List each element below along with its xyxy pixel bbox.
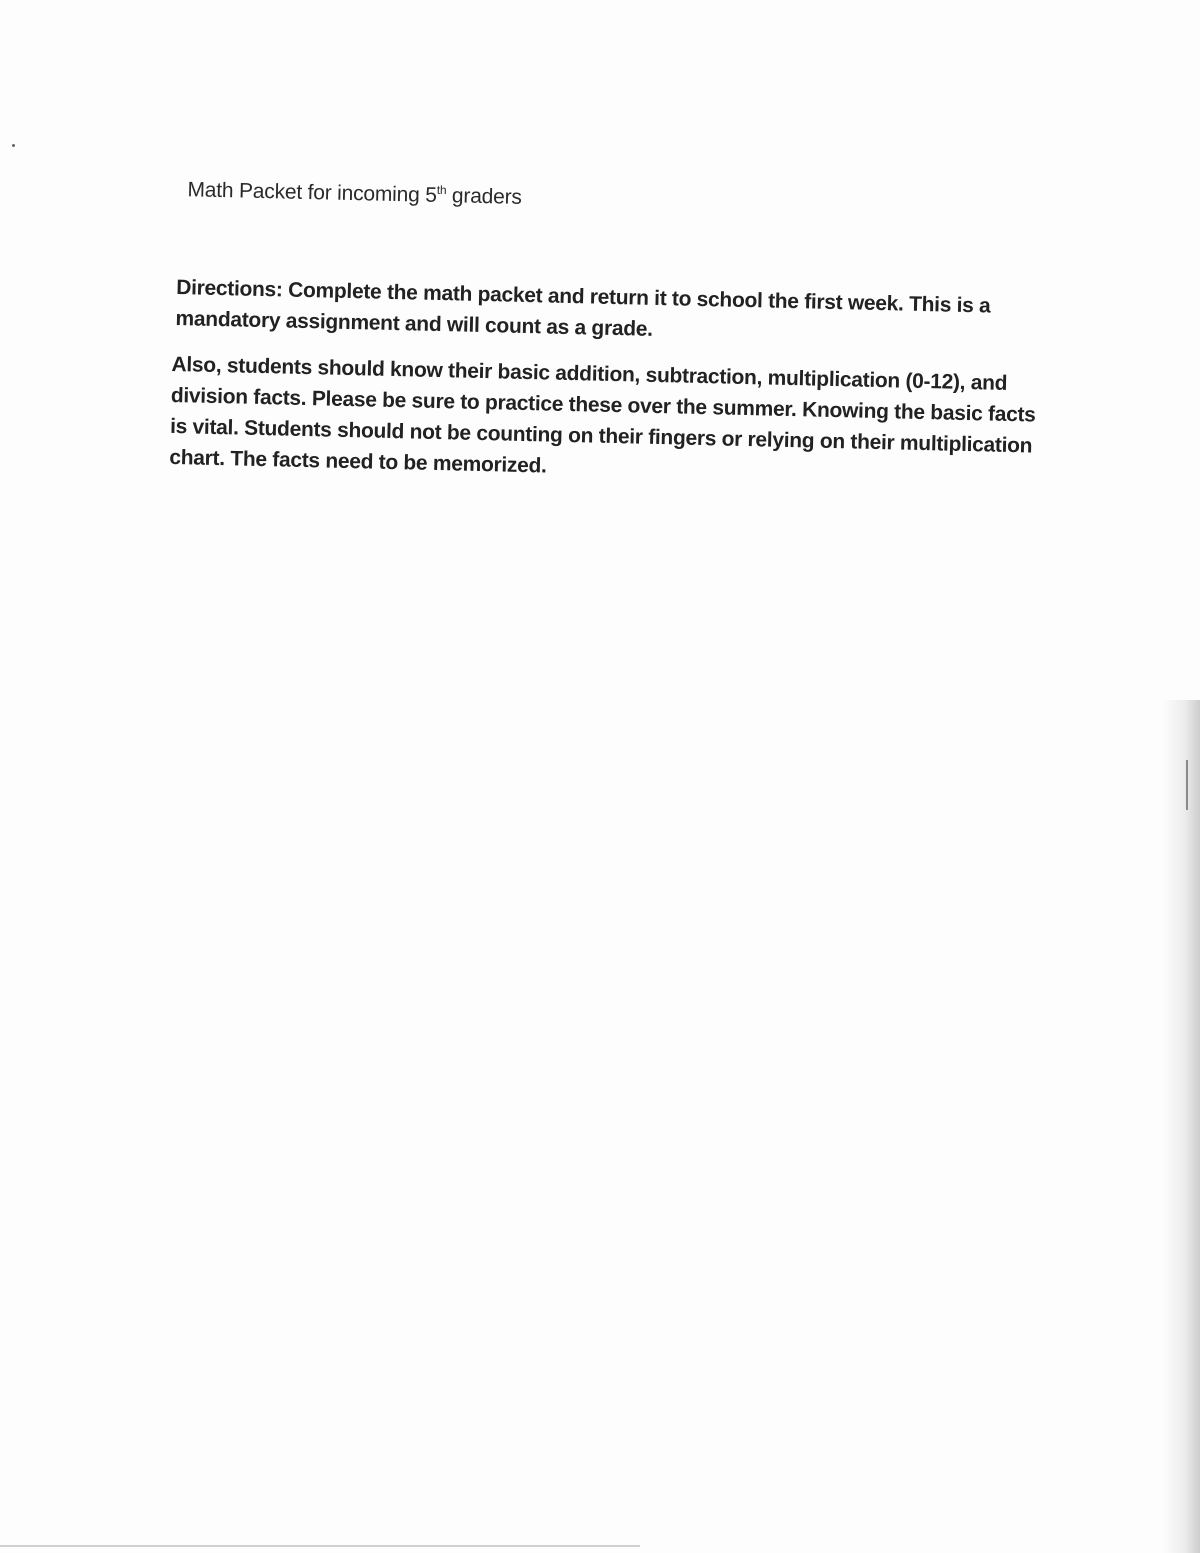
document-content (169, 168, 1056, 493)
scan-speck (12, 144, 15, 147)
scan-artifact-line (1186, 760, 1188, 810)
scan-shadow-edge (1162, 700, 1200, 1553)
scan-bottom-edge (0, 1545, 640, 1547)
basic-facts-paragraph: Also, students should know their basic addition, subtraction, multiplication (0-12), and division facts. Please be sure to practice these over the summer. Knowing the basic facts is vital. Students should not be counting on their fingers or relying on their multiplication chart. The facts need to be memorized. (169, 352, 1036, 478)
directions-paragraph: Directions: Complete the math packet and return it to school the first week. This is a mandatory assignment and will count as a grade. (175, 276, 991, 341)
title-suffix: graders (446, 184, 523, 209)
title-superscript: th (436, 182, 447, 198)
title-prefix: Math Packet for incoming 5 (187, 178, 437, 207)
page-title (187, 178, 1055, 222)
